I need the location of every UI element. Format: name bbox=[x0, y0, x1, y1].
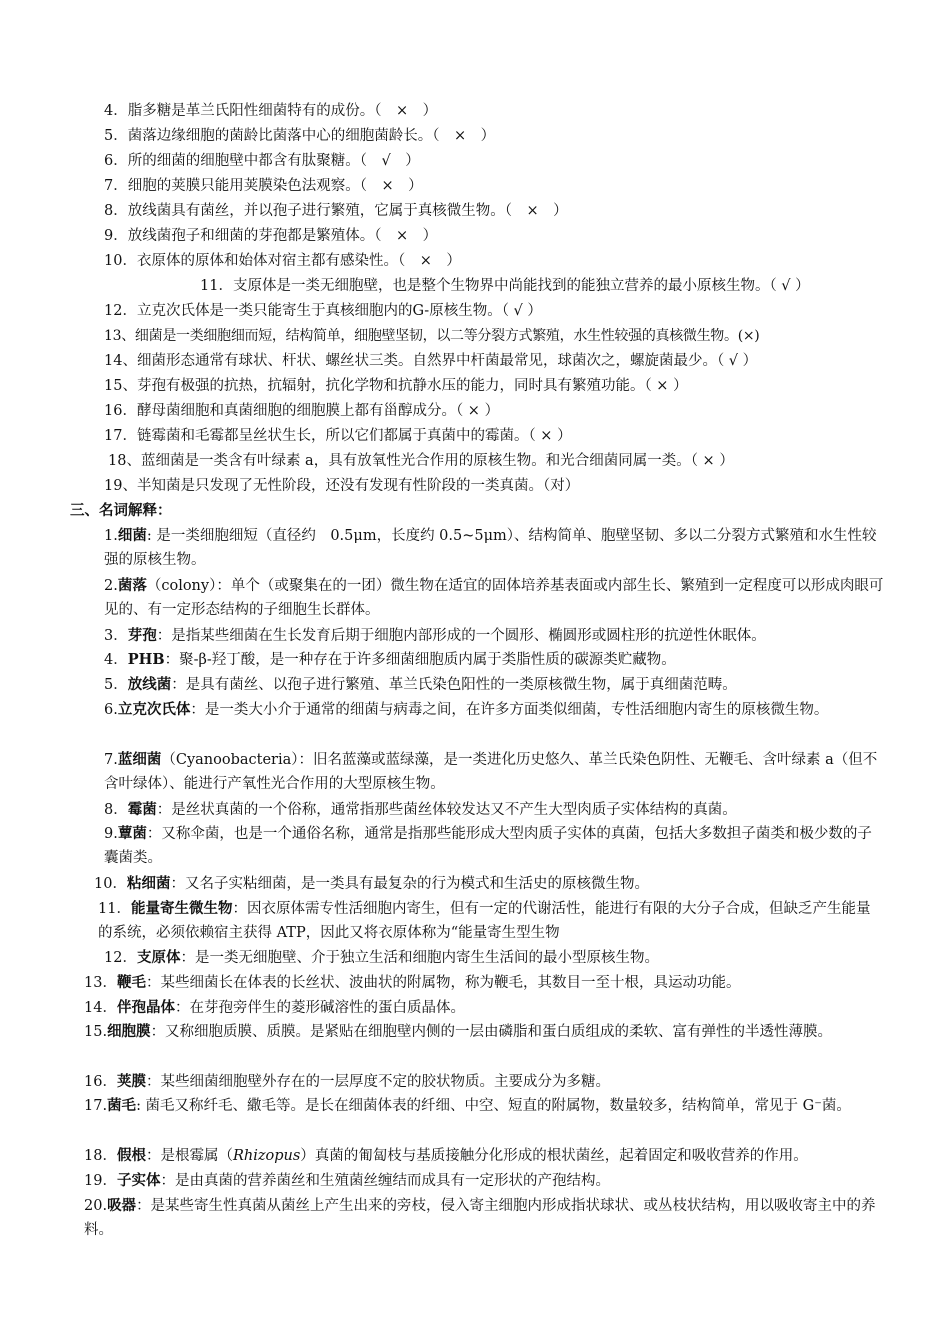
definition-text: ：是根霉属（ bbox=[145, 1148, 233, 1164]
definition-text: （colony）：单个（或聚集在的一团）微生物在适宜的固体培养基表面或内部生长、繁殖到一定程度可以形成肉眼可见的、有一定形态结构的子细胞生长群体。 bbox=[104, 578, 884, 618]
definition-number: 10． bbox=[94, 876, 127, 892]
definition-number: 17. bbox=[84, 1098, 108, 1114]
definition-number: 5． bbox=[104, 677, 128, 693]
definition-term: 吸器 bbox=[107, 1197, 137, 1214]
definition-20 bbox=[84, 1194, 884, 1242]
tf-item-8: 8．放线菌具有菌丝，并以孢子进行繁殖，它属于真核微生物。（ × ） bbox=[104, 203, 568, 219]
definition-term: 蓝细菌 bbox=[117, 751, 162, 768]
definition-11 bbox=[98, 897, 884, 945]
definition-term: 伴孢晶体 bbox=[116, 999, 175, 1016]
definition-18 bbox=[84, 1144, 808, 1168]
tf-item-7: 7．细胞的荚膜只能用荚膜染色法观察。（ × ） bbox=[104, 178, 423, 194]
definition-text: ：在芽孢旁伴生的菱形碱溶性的蛋白质晶体。 bbox=[174, 1000, 465, 1016]
definition-text: ：又称伞菌，也是一个通俗名称，通常是指那些能形成大型肉质子实体的真菌，包括大多数担子菌类和极少数的子囊菌类。 bbox=[104, 826, 872, 866]
definition-term: 细菌 bbox=[117, 527, 147, 544]
tf-item-4: 4．脂多糖是革兰氏阳性细菌特有的成份。（ × ） bbox=[104, 103, 438, 119]
definition-number: 8． bbox=[104, 802, 128, 818]
definition-number: 3． bbox=[104, 628, 128, 644]
definition-number: 6. bbox=[104, 702, 118, 718]
definition-number: 14． bbox=[84, 1000, 117, 1016]
definition-number: 7. bbox=[104, 752, 118, 768]
definition-text: ：因衣原体需专性活细胞内寄生，但有一定的代谢活性，能进行有限的大分子合成，但缺乏产生能量的系统，必须依赖宿主获得 ATP，因此又将衣原体称为“能量寄生型生物 bbox=[98, 901, 871, 941]
definition-term: 蕈菌 bbox=[117, 825, 147, 842]
definition-6 bbox=[104, 698, 884, 722]
definition-text: ：是指某些细菌在生长发育后期于细胞内部形成的一个圆形、椭圆形或圆柱形的抗逆性休眠体。 bbox=[156, 628, 766, 644]
definition-text: ：某些细菌长在体表的长丝状、波曲状的附属物，称为鞭毛，其数目一至十根，具运动功能。 bbox=[145, 975, 741, 991]
definition-17 bbox=[84, 1094, 884, 1118]
definition-19 bbox=[84, 1169, 610, 1193]
tf-item-15: 15、芽孢有极强的抗热，抗辐射，抗化学物和抗静水压的能力，同时具有繁殖功能。（ × ） bbox=[104, 378, 688, 394]
definition-text: ：是一类大小介于通常的细菌与病毒之间，在许多方面类似细菌，专性活细胞内寄生的原核微生物。 bbox=[190, 702, 829, 718]
definition-number: 19． bbox=[84, 1173, 117, 1189]
definition-term: 荚膜 bbox=[116, 1073, 146, 1090]
definition-text: : 是一类细胞细短（直径约 0.5μm，长度约 0.5~5μm）、结构简单、胞壁坚韧、多以二分裂方式繁殖和水生性较强的原核生物。 bbox=[104, 528, 877, 568]
definition-number: 9. bbox=[104, 826, 118, 842]
definition-text: ：又名子实粘细菌，是一类具有最复杂的行为模式和生活史的原核微生物。 bbox=[170, 876, 649, 892]
definition-text: ：是一类无细胞壁、介于独立生活和细胞内寄生生活间的最小型原核生物。 bbox=[180, 950, 659, 966]
definition-term: 放线菌 bbox=[127, 676, 172, 693]
tf-item-19: 19、半知菌是只发现了无性阶段，还没有发现有性阶段的一类真菌。（对） bbox=[104, 478, 580, 494]
definition-5 bbox=[104, 673, 737, 697]
definition-term: 立克次氏体 bbox=[117, 701, 191, 718]
definition-text: ：是由真菌的营养菌丝和生殖菌丝缠结而成具有一定形状的产孢结构。 bbox=[160, 1173, 610, 1189]
tf-item-18: 18、蓝细菌是一类含有叶绿素 a，具有放氧性光合作用的原核生物。和光合细菌同属一类。（ × ） bbox=[108, 453, 734, 469]
definition-4 bbox=[104, 648, 676, 672]
definition-number: 20. bbox=[84, 1198, 108, 1214]
definition-2 bbox=[104, 574, 884, 622]
definition-number: 1. bbox=[104, 528, 118, 544]
definition-text: ）真菌的匍匐枝与基质接触分化形成的根状菌丝，起着固定和吸收营养的作用。 bbox=[300, 1148, 808, 1164]
definition-text: ：是具有菌丝、以孢子进行繁殖、革兰氏染色阳性的一类原核微生物，属于真细菌范畴。 bbox=[171, 677, 737, 693]
definition-term: 细胞膜 bbox=[107, 1023, 151, 1040]
definition-text: ：某些细菌细胞壁外存在的一层厚度不定的胶状物质。主要成分为多糖。 bbox=[145, 1074, 610, 1090]
definition-term: 芽孢 bbox=[127, 627, 157, 644]
definition-term: 菌落 bbox=[117, 577, 147, 594]
tf-item-11: 11．支原体是一类无细胞壁，也是整个生物界中尚能找到的能独立营养的最小原核生物。（ √ ） bbox=[200, 278, 810, 294]
definition-term: 霉菌 bbox=[127, 801, 157, 818]
tf-item-10: 10．衣原体的原体和始体对宿主都有感染性。（ × ） bbox=[104, 253, 461, 269]
definition-number: 4． bbox=[104, 652, 128, 668]
tf-item-6: 6．所的细菌的细胞壁中都含有肽聚糖。（ √ ） bbox=[104, 153, 420, 169]
tf-item-9: 9．放线菌孢子和细菌的芽孢都是繁殖体。（ × ） bbox=[104, 228, 438, 244]
definition-number: 12． bbox=[104, 950, 137, 966]
definition-13 bbox=[84, 971, 740, 995]
definition-term: 菌毛 bbox=[107, 1097, 137, 1114]
tf-item-5: 5．菌落边缘细胞的菌龄比菌落中心的细胞菌龄长。（ × ） bbox=[104, 128, 496, 144]
definition-term: 支原体 bbox=[136, 949, 181, 966]
definition-term: PHB bbox=[127, 651, 165, 668]
tf-item-12: 12．立克次氏体是一类只能寄生于真核细胞内的G-原核生物。（ √ ） bbox=[104, 303, 542, 319]
definition-12 bbox=[104, 946, 659, 970]
definition-term: 子实体 bbox=[116, 1172, 161, 1189]
definition-text: （Cyanoobacteria）：旧名蓝藻或蓝绿藻，是一类进化历史悠久、革兰氏染色阴性、无鞭毛、含叶绿素 a（但不含叶绿体）、能进行产氧性光合作用的大型原核生物。 bbox=[104, 752, 878, 792]
definition-text: ：是某些寄生性真菌从菌丝上产生出来的旁枝，侵入寄主细胞内形成指状球状、或丛枝状结构，用以吸收寄主中的养料。 bbox=[84, 1198, 876, 1238]
definition-text: : 菌毛又称纤毛、繖毛等。是长在细菌体表的纤细、中空、短直的附属物，数量较多，结构简单，常见于 G⁻菌。 bbox=[136, 1098, 851, 1114]
definition-9 bbox=[104, 822, 884, 870]
definition-number: 15. bbox=[84, 1024, 108, 1040]
definition-number: 13． bbox=[84, 975, 117, 991]
definition-term: 能量寄生微生物 bbox=[130, 900, 233, 917]
definition-number: 16． bbox=[84, 1074, 117, 1090]
definition-text: ：是丝状真菌的一个俗称，通常指那些菌丝体较发达又不产生大型肉质子实体结构的真菌。 bbox=[156, 802, 737, 818]
tf-item-13: 13、细菌是一类细胞细而短，结构简单，细胞壁坚韧，以二等分裂方式繁殖，水生性较强的真核微生物。(×) bbox=[104, 328, 760, 344]
definition-3 bbox=[104, 624, 766, 648]
definition-1 bbox=[104, 524, 884, 572]
definition-term: 假根 bbox=[116, 1147, 146, 1164]
definition-text: ：又称细胞质膜、质膜。是紧贴在细胞壁内侧的一层由磷脂和蛋白质组成的柔软、富有弹性的半透性薄膜。 bbox=[150, 1024, 833, 1040]
tf-item-16: 16．酵母菌细胞和真菌细胞的细胞膜上都有甾醇成分。（ × ） bbox=[104, 403, 500, 419]
section-heading: 三、名词解释： bbox=[70, 502, 172, 519]
definition-14 bbox=[84, 996, 465, 1020]
definition-term: 粘细菌 bbox=[126, 875, 171, 892]
definition-16 bbox=[84, 1070, 610, 1094]
definition-italic: Rhizopus bbox=[232, 1148, 301, 1164]
definition-number: 18． bbox=[84, 1148, 117, 1164]
definition-number: 11． bbox=[98, 901, 131, 917]
definition-8 bbox=[104, 798, 737, 822]
tf-item-14: 14、细菌形态通常有球状、杆状、螺丝状三类。自然界中杆菌最常见，球菌次之，螺旋菌最少。（ √ ） bbox=[104, 353, 758, 369]
definition-text: ：聚-β-羟丁酸，是一种存在于许多细菌细胞质内属于类脂性质的碳源类贮藏物。 bbox=[164, 652, 676, 668]
definition-number: 2. bbox=[104, 578, 118, 594]
definition-15 bbox=[84, 1020, 884, 1044]
definition-term: 鞭毛 bbox=[116, 974, 146, 991]
definition-7 bbox=[104, 748, 884, 796]
definition-10 bbox=[94, 872, 649, 896]
tf-item-17: 17．链霉菌和毛霉都呈丝状生长，所以它们都属于真菌中的霉菌。（ × ） bbox=[104, 428, 572, 444]
